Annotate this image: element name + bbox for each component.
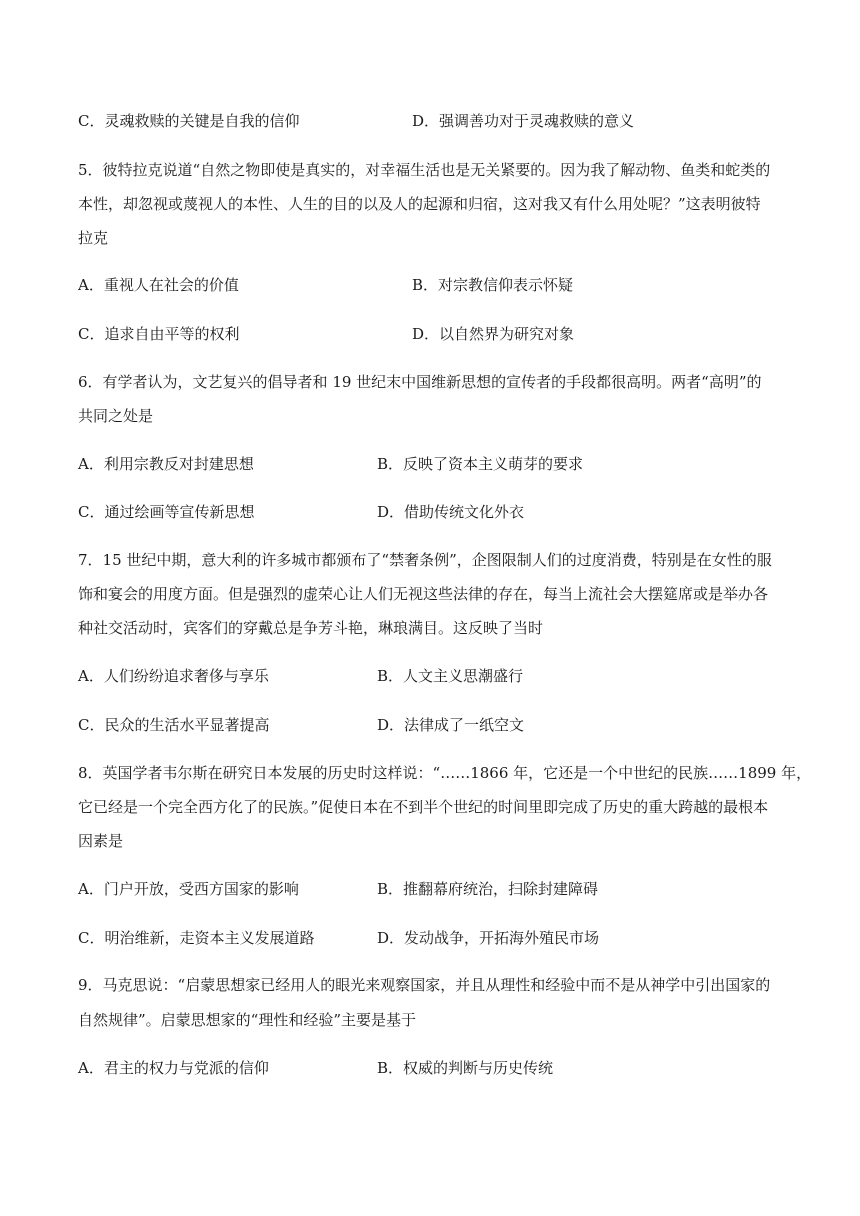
q8-stem-line-2: 它已经是一个完全西方化了的民族。”促使日本在不到半个世纪的时间里即完成了历史的重大跨越的最根本 xyxy=(78,798,769,816)
q5-stem-line-3: 拉克 xyxy=(78,229,109,247)
q6-stem-line-1: 6．有学者认为，文艺复兴的倡导者和 19 世纪末中国维新思想的宣传者的手段都很高明。两者“高明”的 xyxy=(78,373,762,391)
q4-option-c: C．灵魂救赎的关键是自我的信仰 xyxy=(78,112,300,130)
q9-option-a: A．君主的权力与党派的信仰 xyxy=(78,1059,269,1077)
q8-stem-line-3: 因素是 xyxy=(78,832,124,850)
q4-option-d: D．强调善功对于灵魂救赎的意义 xyxy=(412,112,635,130)
q6-option-b: B．反映了资本主义萌芽的要求 xyxy=(377,455,584,473)
q5-stem-line-1: 5．彼特拉克说道“自然之物即使是真实的，对幸福生活也是无关紧要的。因为我了解动物、鱼类和蛇类的 xyxy=(78,161,771,179)
q6-option-a: A．利用宗教反对封建思想 xyxy=(78,455,254,473)
q7-option-d: D．法律成了一纸空文 xyxy=(377,716,525,734)
q5-option-b: B．对宗教信仰表示怀疑 xyxy=(412,276,574,294)
q5-option-d: D．以自然界为研究对象 xyxy=(412,325,575,343)
q5-option-c: C．追求自由平等的权利 xyxy=(78,325,240,343)
q7-option-c: C．民众的生活水平显著提高 xyxy=(78,716,270,734)
q7-stem-line-3: 种社交活动时，宾客们的穿戴总是争芳斗艳，琳琅满目。这反映了当时 xyxy=(78,619,544,637)
q9-option-b: B．权威的判断与历史传统 xyxy=(377,1059,554,1077)
q5-option-a: A．重视人在社会的价值 xyxy=(78,276,239,294)
q8-option-d: D．发动战争，开拓海外殖民市场 xyxy=(377,929,600,947)
q9-stem-line-2: 自然规律”。启蒙思想家的“理性和经验”主要是基于 xyxy=(78,1011,417,1029)
q7-option-b: B．人文主义思潮盛行 xyxy=(377,667,524,685)
q5-stem-line-2: 本性，却忽视或蔑视人的本性、人生的目的以及人的起源和归宿，这对我又有什么用处呢？”这表明彼特 xyxy=(78,195,761,213)
q7-stem-line-2: 饰和宴会的用度方面。但是强烈的虚荣心让人们无视这些法律的存在，每当上流社会大摆筵席或是举办各 xyxy=(78,585,769,603)
q6-option-d: D．借助传统文化外衣 xyxy=(377,503,525,521)
q9-stem-line-1: 9．马克思说：“启蒙思想家已经用人的眼光来观察国家，并且从理性和经验中而不是从神学中引出国家的 xyxy=(78,976,771,994)
q7-stem-line-1: 7．15 世纪中期，意大利的许多城市都颁布了“禁奢条例”，企图限制人们的过度消费，特别是在女性的服 xyxy=(78,551,772,569)
q7-option-a: A．人们纷纷追求奢侈与享乐 xyxy=(78,667,269,685)
q6-option-c: C．通过绘画等宣传新思想 xyxy=(78,503,255,521)
q6-stem-line-2: 共同之处是 xyxy=(78,407,154,425)
q8-option-a: A．门户开放，受西方国家的影响 xyxy=(78,880,299,898)
q8-option-b: B．推翻幕府统治，扫除封建障碍 xyxy=(377,880,599,898)
q8-option-c: C．明治维新，走资本主义发展道路 xyxy=(78,929,315,947)
q8-stem-line-1: 8．英国学者韦尔斯在研究日本发展的历史时这样说：“……1866 年，它还是一个中世纪的民族……1899 年， xyxy=(78,764,812,782)
